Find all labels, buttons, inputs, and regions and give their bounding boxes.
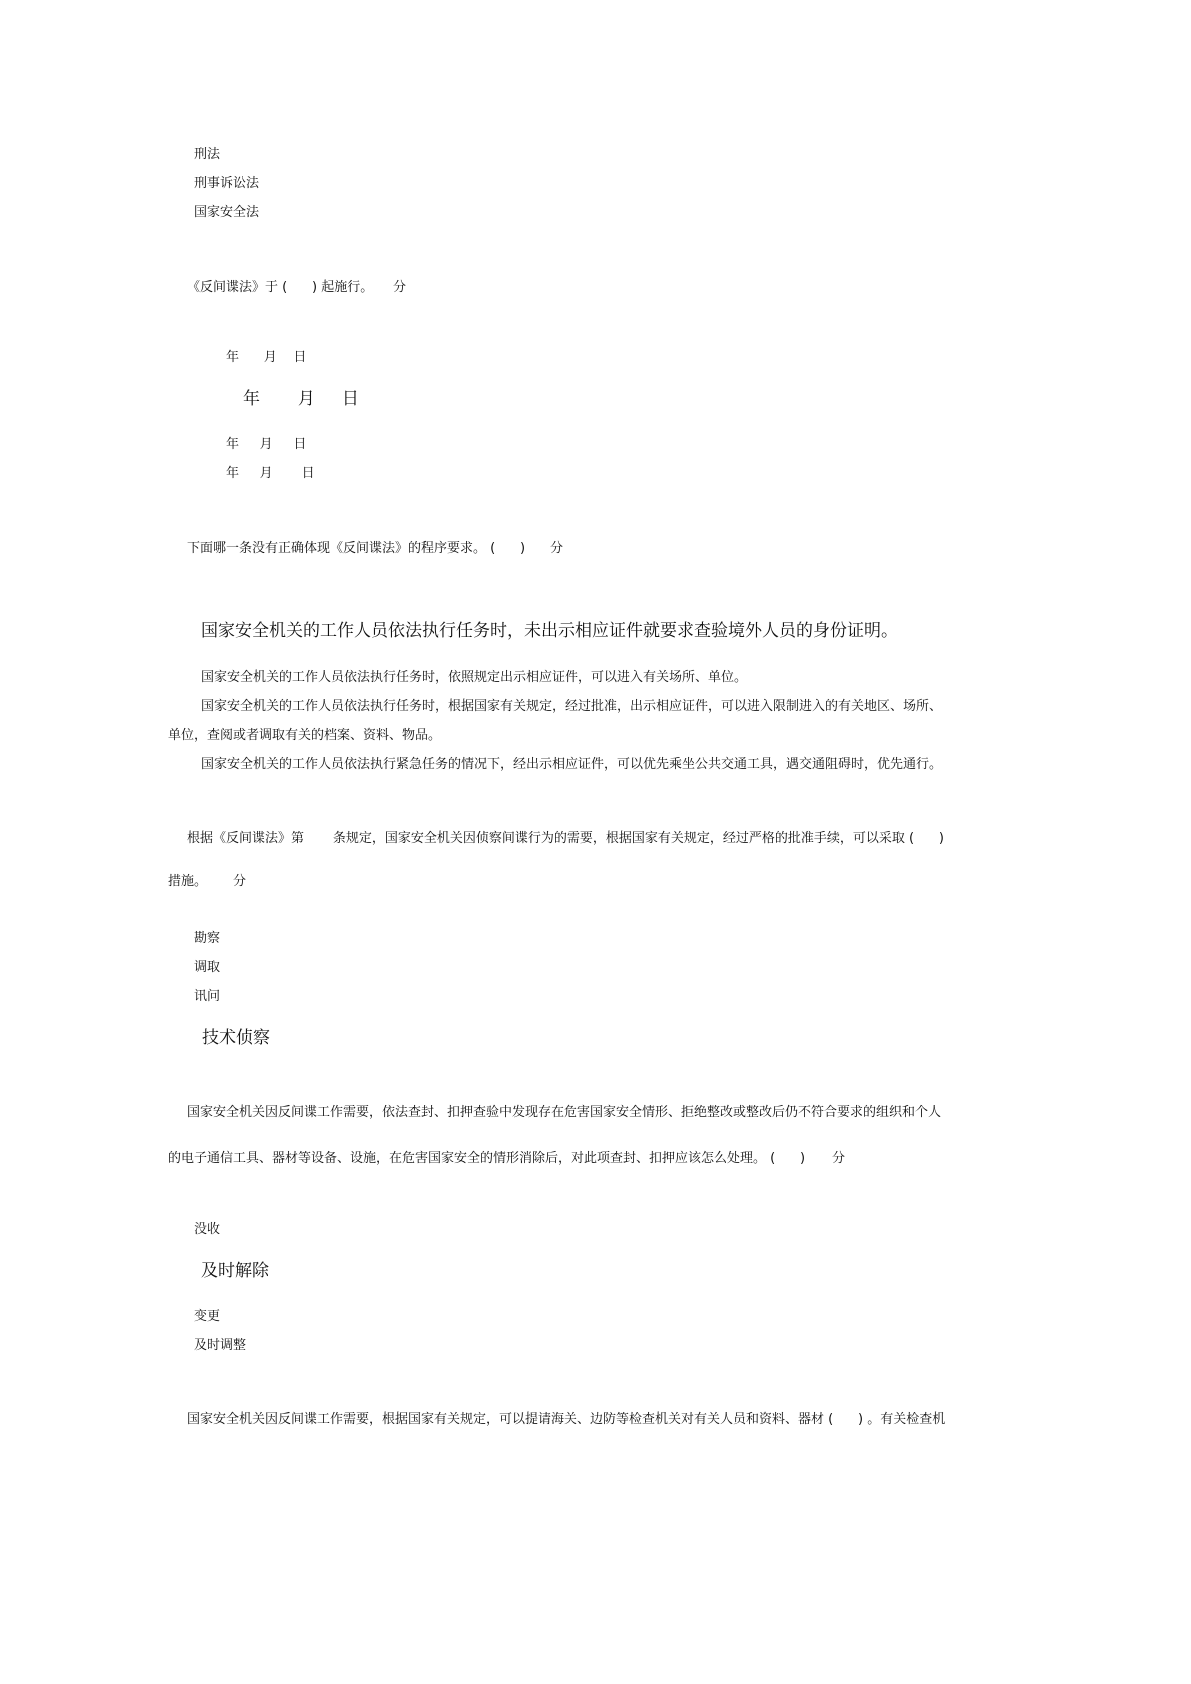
q2-stem: 《反间谍法》于 ( ) 起施行。 xyxy=(187,280,374,295)
q4-stem-line2: 措施。 xyxy=(168,874,208,889)
q6-stem-line1: 国家安全机关因反间谍工作需要，根据国家有关规定，可以提请海关、边防等检查机关对有关人员和资料、器材 ( ) 。有关检查机 xyxy=(187,1412,946,1427)
q4-stem-line1: 根据《反间谍法》第 条规定，国家安全机关因侦察间谍行为的需要，根据国家有关规定，经过严格的批准手续，可以采取 ( ) xyxy=(187,831,944,846)
q1-option-a: 刑法 xyxy=(194,147,221,162)
q5-stem-line2: 的电子通信工具、器材等设备、设施，在危害国家安全的情形消除后，对此项查封、扣押应该怎么处理。 ( ) xyxy=(168,1151,806,1166)
q3-score: 分 xyxy=(550,541,564,556)
q5-option-a: 没收 xyxy=(194,1222,221,1237)
q3-option-a: 国家安全机关的工作人员依法执行任务时，未出示相应证件就要求查验境外人员的身份证明。 xyxy=(201,621,898,641)
q3-option-d: 国家安全机关的工作人员依法执行紧急任务的情况下，经出示相应证件，可以优先乘坐公共交通工具，遇交通阻碍时，优先通行。 xyxy=(201,757,943,772)
q4-option-c: 讯问 xyxy=(194,989,221,1004)
q4-option-d: 技术侦察 xyxy=(202,1028,270,1048)
q2-option-d: 年 月 日 xyxy=(226,466,315,481)
q5-score: 分 xyxy=(832,1151,846,1166)
q5-option-d: 及时调整 xyxy=(194,1338,247,1353)
q3-option-c-line1: 国家安全机关的工作人员依法执行任务时，根据国家有关规定，经过批准，出示相应证件，可以进入限制进入的有关地区、场所、 xyxy=(201,699,943,714)
q3-option-b: 国家安全机关的工作人员依法执行任务时，依照规定出示相应证件，可以进入有关场所、单位。 xyxy=(201,670,748,685)
q3-option-c-line2: 单位，查阅或者调取有关的档案、资料、物品。 xyxy=(168,728,442,743)
q2-option-b: 年 月 日 xyxy=(243,389,359,409)
q3-stem: 下面哪一条没有正确体现《反间谍法》的程序要求。 ( ) xyxy=(187,541,526,556)
q1-option-c: 国家安全法 xyxy=(194,205,260,220)
q2-option-a: 年 月 日 xyxy=(226,350,307,365)
q5-option-b: 及时解除 xyxy=(201,1261,269,1281)
q4-score: 分 xyxy=(233,874,247,889)
q5-option-c: 变更 xyxy=(194,1309,221,1324)
q2-score: 分 xyxy=(393,280,407,295)
q4-option-a: 勘察 xyxy=(194,931,221,946)
q1-option-b: 刑事诉讼法 xyxy=(194,176,260,191)
q4-option-b: 调取 xyxy=(194,960,221,975)
q2-option-c: 年 月 日 xyxy=(226,437,307,452)
q5-stem-line1: 国家安全机关因反间谍工作需要，依法查封、扣押查验中发现存在危害国家安全情形、拒绝整改或整改后仍不符合要求的组织和个人 xyxy=(187,1105,942,1120)
